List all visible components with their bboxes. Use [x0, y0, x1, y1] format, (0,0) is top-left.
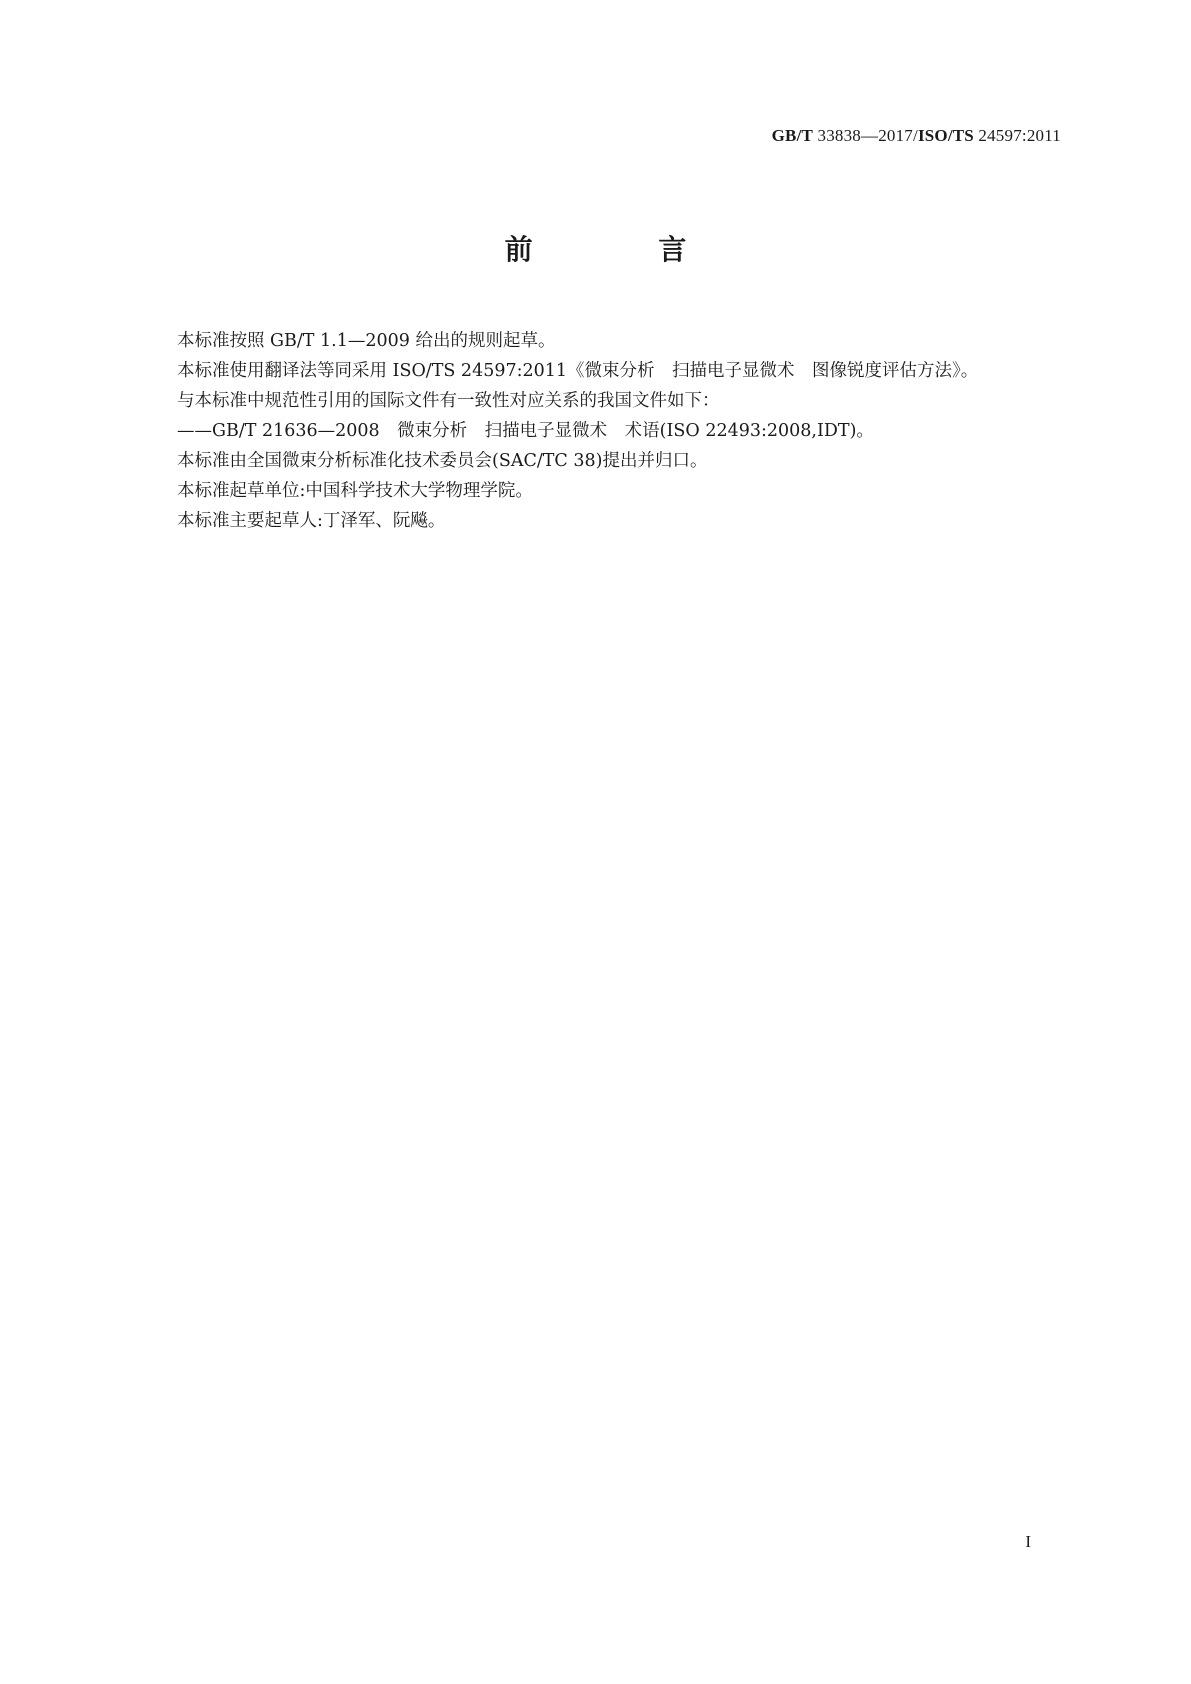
paragraph-drafting-unit: 本标准起草单位:中国科学技术大学物理学院。	[177, 481, 533, 501]
standard-number-iso-code: 24597:2011	[973, 126, 1061, 145]
paragraph-drafting-rules: 本标准按照 GB/T 1.1—2009 给出的规则起草。	[177, 331, 556, 351]
foreword-body	[122, 326, 1062, 536]
paragraph-drafters: 本标准主要起草人:丁泽军、阮飚。	[177, 511, 446, 531]
page-number: I	[1025, 1532, 1031, 1551]
paragraph-proposed-by: 本标准由全国微束分析标准化技术委员会(SAC/TC 38)提出并归口。	[177, 451, 708, 471]
standard-number-gbt: GB/T	[771, 126, 814, 145]
standard-number	[772, 126, 1061, 146]
page-title: 前 言	[504, 233, 745, 266]
paragraph-adoption: 本标准使用翻译法等同采用 ISO/TS 24597:2011《微束分析 扫描电子显微术 图像锐度评估方法》。	[177, 361, 979, 381]
paragraph-correspondence-item: ——GB/T 21636—2008 微束分析 扫描电子显微术 术语(ISO 22493:2008,IDT)。	[177, 421, 874, 441]
paragraph-correspondence-intro: 与本标准中规范性引用的国际文件有一致性对应关系的我国文件如下：	[177, 391, 720, 411]
standard-number-iso: ISO/TS	[917, 126, 974, 145]
standard-number-code: 33838—2017/	[813, 126, 918, 145]
